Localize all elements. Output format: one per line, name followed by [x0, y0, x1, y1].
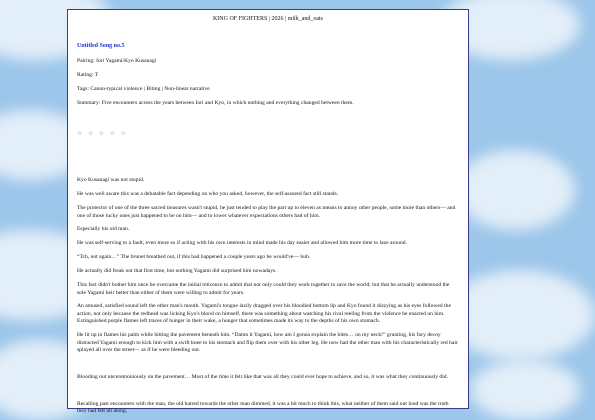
story-summary: Summary: Five encounters across the years between Iori and Kyo, in which nothing and everything changed between them.	[77, 99, 354, 106]
cloud	[470, 360, 580, 420]
paragraph-gap	[77, 361, 459, 374]
paragraph-gap	[77, 388, 459, 401]
story-paragraph: He was well aware this was a debatable fact depending on who you asked, however, the self-assured fact still stands.	[77, 191, 339, 198]
story-paragraph: He was self-serving to a fault, even more so if acting with his own interests in mind made his day easier and allowed him more time to laze around.	[77, 240, 407, 247]
cloud	[455, 150, 575, 230]
story-paragraph: Especially his old man.	[77, 226, 130, 233]
story-paragraph: The protector of one of the three sacred treasures wasn't stupid, he just tended to play the part up to eleven as means to annoy other people, some more than others— and one of those lucky ones just happened to be on him— and to lower whatever expectations others had of him.	[77, 205, 456, 219]
site-header: KING OF FIGHTERS | 2026 | milk_and_oats	[212, 16, 324, 22]
story-paragraph: This fact didn't bother him once he overcame the initial reticence to admit that not only could they work together to save the world; but that he actually understood the sole Yagami heir better than either of them were willing to admit for years.	[77, 282, 450, 296]
story-card	[67, 9, 469, 415]
story-title[interactable]: Untitled Song no.5	[77, 43, 125, 50]
story-paragraph: Recalling past encounters with the man, the old hatred towards the other man dimmed, it was a bit much to think this, what neither of them said out loud was the truth they had felt all along.	[77, 400, 449, 415]
story-rating: Rating: T	[77, 71, 99, 78]
story-paragraph: Blooding out unceremoniously on the pavement… Most of the time it felt like that was all they could ever hope to achieve, and so, it was what they continuously did.	[77, 373, 448, 380]
story-pairing: Pairing: Iori Yagami/Kyo Kusanagi	[77, 57, 157, 64]
story-paragraph: “Tch, not again…” The brunet breathed out, if this had happened a couple years ago he would've— huh.	[77, 254, 311, 261]
story-paragraph: An amused, satisfied sound left the other man's mouth. Yagami's tongue lazily dragged over his bloodied bottom lip and Kyo found it dizzying as his eyes followed the action, not only because the redhead was licking Kyo's blood on himself, there was something about watching his rival reeling from the violence he enacted on him. Extinguished purple flames left traces of hunger in their wake, a hunger that sometimes made its way to the depths of his own stomach.	[77, 303, 451, 325]
star-divider: ☆ ☆ ☆ ☆ ☆	[77, 130, 128, 137]
story-paragraph: He lit up in flames his palm while hitting the pavement beneath him. “Damn it Yagami, how am I gonna explain the bites… on my neck!” grunting, his fury decoy distracted Yagami enough to kick him with a swift knee to his stomach and flip them over with his other leg. He now had the other man with his characteristically red hair splayed all over the street— as if he were bleeding out.	[77, 332, 458, 353]
story-paragraph: Kyo Kusanagi was not stupid.	[77, 177, 145, 184]
story-tags: Tags: Canon-typical violence | Biting | Non-linear narrative	[77, 85, 210, 92]
story-paragraph: He actually did freak out that first time, but nothing Yagami did surprised him nowadays.	[77, 268, 277, 275]
